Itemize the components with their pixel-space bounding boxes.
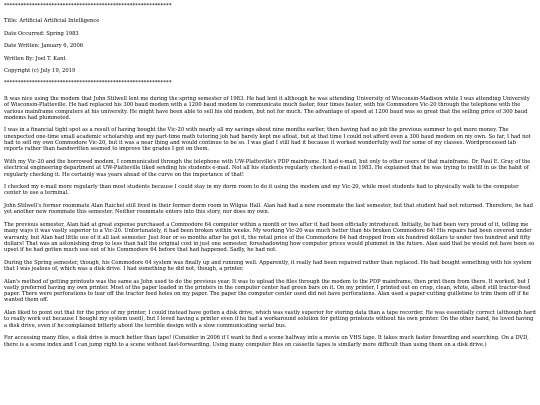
paragraph: Alan's method of getting printouts was the same as John used to do the previous year. It was to upload the files through the modem to the PDP mainframe, then print them from there. It worked, but I vastly preferred having my own printer. Most of the paper loaded in the printers in the computer center had green bars on it. On my printer, I printed out on crisp, clean, white, albeit still tractor-feed paper. There were perforations to tear off the tractor feed holes on my paper. The paper the computer center used did not have perforations. Alan used a paper-cutting guillotine to trim them off if he wanted them off. [4, 278, 531, 304]
separator-top: ************************************************************ [4, 3, 172, 9]
date-written-line: Date Written: January 6, 2006 [4, 43, 84, 50]
paragraph: The previous semester, Alan had at great expense purchased a Commodore 64 computer within a month or two after it had been officially introduced. Initially, he had been very proud of it, telling me many ways it was vastly superior to a Vic-20. Unfortunately, it had been broken within weeks. My working Vic-20 was much better than his broken Commodore 64! His repairs had been covered under warranty, but Alan had little use of it all last semester. Just four or so months after he got it, the retail price of the Commodore 64 had dropped from six hundred dollars to under two hundred and fifty dollars! That was an astonishing drop to less than half the original cost in just one semester, foreshadowing how computer prices would plummet in the future. Alan said that he would not have been so upset if he had gotten much use out of his Commodore 64 before that had happened. Sadly, he had not. [4, 221, 535, 254]
date-occurred-line: Date Occurred: Spring 1983 [4, 30, 79, 37]
metadata-block [4, 18, 536, 75]
paragraph: It was nice using the modem that John Stilwell lent me during the spring semester of 1983. He had lent it although he was attending University of Wisconsin-Madison while I was attending University of Wisconsin-Platteville. He had replaced his 300 baud modem with a 1200 baud modem to communicate much faster, four times faster, with his Commodore Vic-20 through the telephone with the various mainframe computers at his university. He might have been able to sell his old modem, but not for much. The advantage of speed at 1200 baud was so great that the selling price of 300 baud modems had plummeted. [4, 95, 530, 121]
paragraph: Alan liked to point out that for the price of my printer, I could instead have gotten a disk drive, which was vastly superior for storing data than a tape recorder. He was essentially correct (although hard to really work out because I bought my system used), but I loved having a printer even if he had a workaround solution for getting printouts without his own printer. On the other hand, he loved having a disk drive, even if he complained bitterly about the terrible design with a slow communicating serial bus. [4, 310, 536, 329]
paragraph: For accessing many files, a disk drive is much better than tape! (Consider in 2006 if I want to find a scene halfway into a movie on VHS tape. It takes much faster fowarding and searching. On a DVD, there is a scene index and I can jump right to a scene without fast-forwarding. Using many computer files on cassette tapes is similarly more difficult than using them on a disk drive.) [4, 335, 529, 348]
author-line: Written By: Joel T. Kant [4, 55, 66, 62]
paragraph: During the Spring semester, though, his Commodore 64 system was finally up and running well. Apparently, it really had been repaired rather than replaced. He had bought something with his system that I was jealous of, which was a disk drive. I had something he did not, though, a printer. [4, 259, 532, 272]
paragraph: With my Vic-20 and the borrowed modem, I communicated through the telephone with UW-Platteville's PDP mainframe. It had e-mail, but only to other users of that mainframe. Dr. Paul E. Gray of the electrical engineering department at UW-Platteville liked sending his students e-mail. Not all his students regularly checked e-mail in 1983. He explained that he was trying to instill in us the habit of regularly checking it. He certainly was years ahead of the curve on the importance of that! [4, 158, 531, 178]
copyright-line: Copyright (c) July 19, 2019 [4, 68, 76, 75]
story-body [4, 96, 536, 348]
paragraph: I was in a financial tight spot as a result of having bought the Vic-20 with nearly all my savings about nine months earlier, then having had no job the previous summer to get more money. The unexpected one-time small academic scholarship and my part-time math tutoring job had barely kept me afloat, but at that time I could not afford even a 300 baud modem on my own. So far, I had not had to sell my own Commodore Vic-20, but it was a near thing and would continue to be so. I was glad I still had it because it worked wonderfully well for some of my classes. Wordprocessed lab reports rather than handwritten seemed to improve the grades I got on them. [4, 127, 531, 153]
paragraph: John Stilwell's former roommate Alan Raichel still lived in their former dorm room in Wilgus Hall. Alan had had a new roommate the last semester, but that student had not returned. Therefore, he had yet another new roommate this semester. Neither roommate enters into this story, nor does my own. [4, 203, 533, 216]
title-line: Title: Artificial Artificial Intelligence [4, 18, 100, 24]
paragraph: I checked my e-mail more regularly than most students because I could stay in my dorm room to do it using the modem and my Vic-20, while most students had to physically walk to the computer center to use a terminal. [4, 184, 519, 197]
separator-bottom: ************************************************************ [4, 79, 172, 86]
